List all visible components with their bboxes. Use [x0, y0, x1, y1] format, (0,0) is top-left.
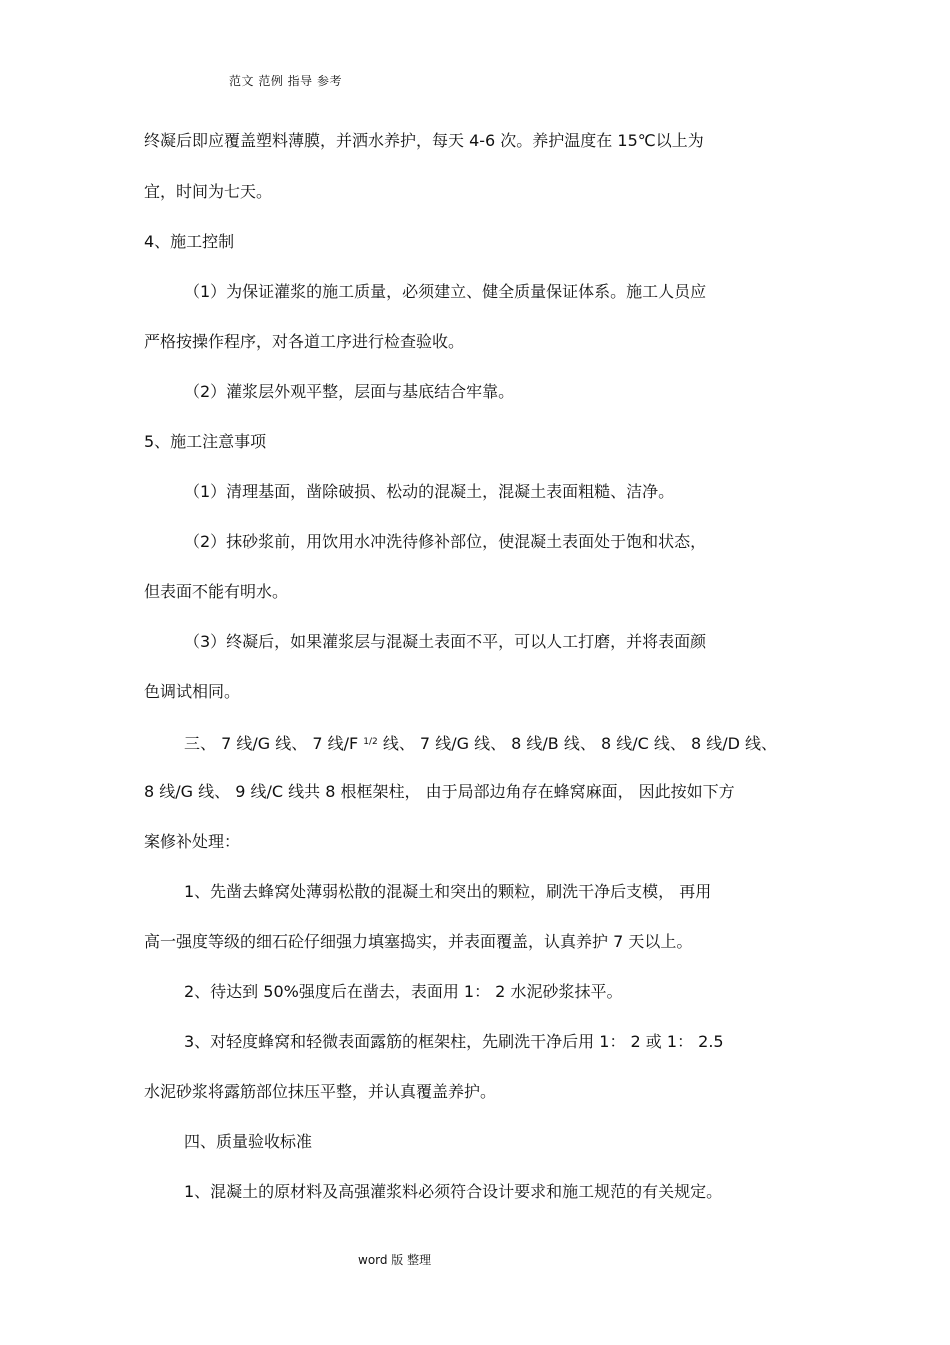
paragraph-line: （2）灌浆层外观平整，层面与基底结合牢靠。 — [184, 382, 515, 401]
paragraph-line: 水泥砂浆将露筋部位抹压平整，并认真覆盖养护。 — [144, 1082, 497, 1101]
paragraph-line — [184, 732, 777, 754]
line-text-after: 线、 7 线/G 线、 8 线/B 线、 8 线/C 线、 8 线/D 线、 — [377, 734, 778, 753]
paragraph-line: 高一强度等级的细石砼仔细强力填塞捣实，并表面覆盖，认真养护 7 天以上。 — [144, 932, 693, 951]
paragraph-line: 1、混凝土的原材料及高强灌浆料必须符合设计要求和施工规范的有关规定。 — [184, 1182, 723, 1201]
subscript-fraction: 1/2 — [363, 737, 378, 747]
paragraph-line: （1）清理基面，凿除破损、松动的混凝土，混凝土表面粗糙、洁净。 — [184, 482, 675, 501]
paragraph-line: 宜，时间为七天。 — [144, 182, 273, 201]
page-header: 范文 范例 指导 参考 — [229, 74, 342, 88]
paragraph-line: 1、先凿去蜂窝处薄弱松散的混凝土和突出的颗粒，刷洗干净后支模， 再用 — [184, 882, 712, 901]
paragraph-line: 但表面不能有明水。 — [144, 582, 289, 601]
section-heading: 四、质量验收标准 — [184, 1132, 313, 1151]
paragraph-line: 色调试相同。 — [144, 682, 241, 701]
paragraph-line: 2、待达到 50%强度后在凿去，表面用 1： 2 水泥砂浆抹平。 — [184, 982, 623, 1001]
section-heading: 4、施工控制 — [144, 232, 235, 251]
paragraph-line: （3）终凝后，如果灌浆层与混凝土表面不平，可以人工打磨，并将表面颜 — [184, 632, 707, 651]
paragraph-line: 案修补处理： — [144, 832, 241, 851]
section-heading: 5、施工注意事项 — [144, 432, 267, 451]
page-footer: word 版 整理 — [358, 1253, 432, 1267]
paragraph-line: （2）抹砂浆前，用饮用水冲洗待修补部位，使混凝土表面处于饱和状态， — [184, 532, 707, 551]
paragraph-line: 终凝后即应覆盖塑料薄膜，并洒水养护，每天 4-6 次。养护温度在 15℃以上为 — [144, 131, 704, 150]
line-text-before: 三、 7 线/G 线、 7 线/F — [184, 734, 364, 753]
paragraph-line: 8 线/G 线、 9 线/C 线共 8 根框架柱， 由于局部边角存在蜂窝麻面， 因此按如下方 — [144, 782, 735, 801]
paragraph-line: 严格按操作程序，对各道工序进行检查验收。 — [144, 332, 465, 351]
paragraph-line: （1）为保证灌浆的施工质量，必须建立、健全质量保证体系。施工人员应 — [184, 282, 707, 301]
paragraph-line: 3、对轻度蜂窝和轻微表面露筋的框架柱，先刷洗干净后用 1： 2 或 1： 2.5 — [184, 1032, 724, 1051]
